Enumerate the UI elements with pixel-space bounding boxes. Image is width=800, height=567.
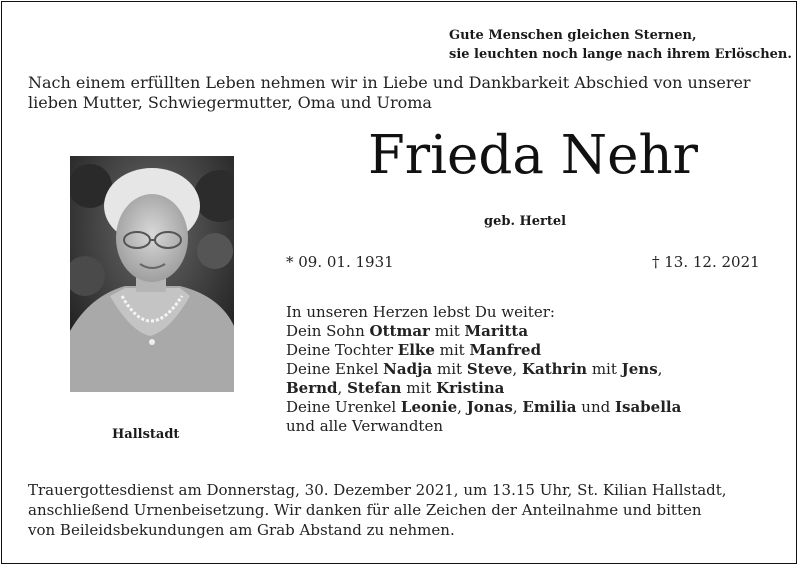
service-line-1: Trauergottesdienst am Donnerstag, 30. Dezember 2021, um 13.15 Uhr, St. Kilian Hallstadt, — [28, 481, 727, 499]
son-name: Ottmar — [369, 322, 430, 340]
daughter-partner-name: Manfred — [469, 341, 542, 359]
portrait-photo — [70, 156, 234, 392]
family-grandchildren-line-2: Bernd, Stefan mit Kristina — [286, 379, 505, 397]
intro-line-1: Nach einem erfüllten Leben nehmen wir in Liebe und Dankbarkeit Abschied von unserer — [28, 73, 751, 92]
motto-line-2: sie leuchten noch lange nach ihrem Erlöschen. — [449, 47, 792, 62]
family-great-grandchildren-line: Deine Urenkel Leonie, Jonas, Emilia und Isabella — [286, 398, 682, 416]
service-line-2: anschließend Urnenbeisetzung. Wir danken für alle Zeichen der Anteilnahme und bitten — [28, 501, 702, 519]
service-line-3: von Beileidsbekundungen am Grab Abstand zu nehmen. — [28, 521, 455, 539]
daughter-name: Elke — [397, 341, 435, 359]
son-partner-name: Maritta — [464, 322, 529, 340]
intro-line-2: lieben Mutter, Schwiegermutter, Oma und Uroma — [28, 93, 432, 112]
motto-line-1: Gute Menschen gleichen Sternen, — [449, 28, 697, 43]
family-daughter-line: Deine Tochter Elke mit Manfred — [286, 341, 542, 359]
family-intro: In unseren Herzen lebst Du weiter: — [286, 303, 555, 321]
family-son-line: Dein Sohn Ottmar mit Maritta — [286, 322, 529, 340]
death-date: † 13. 12. 2021 — [652, 253, 760, 271]
birth-name: geb. Hertel — [484, 214, 567, 229]
service-info — [28, 480, 788, 540]
family-grandchildren-line-1: Deine Enkel Nadja mit Steve, Kathrin mit Jens, — [286, 360, 663, 378]
family-list — [286, 303, 786, 436]
portrait-image — [70, 156, 234, 392]
deceased-name: Frieda Nehr — [368, 125, 699, 186]
place-name: Hallstadt — [112, 427, 180, 442]
family-relatives-line: und alle Verwandten — [286, 417, 443, 435]
intro-text — [28, 73, 788, 113]
motto-quote — [449, 26, 792, 64]
birth-date: * 09. 01. 1931 — [286, 253, 394, 271]
